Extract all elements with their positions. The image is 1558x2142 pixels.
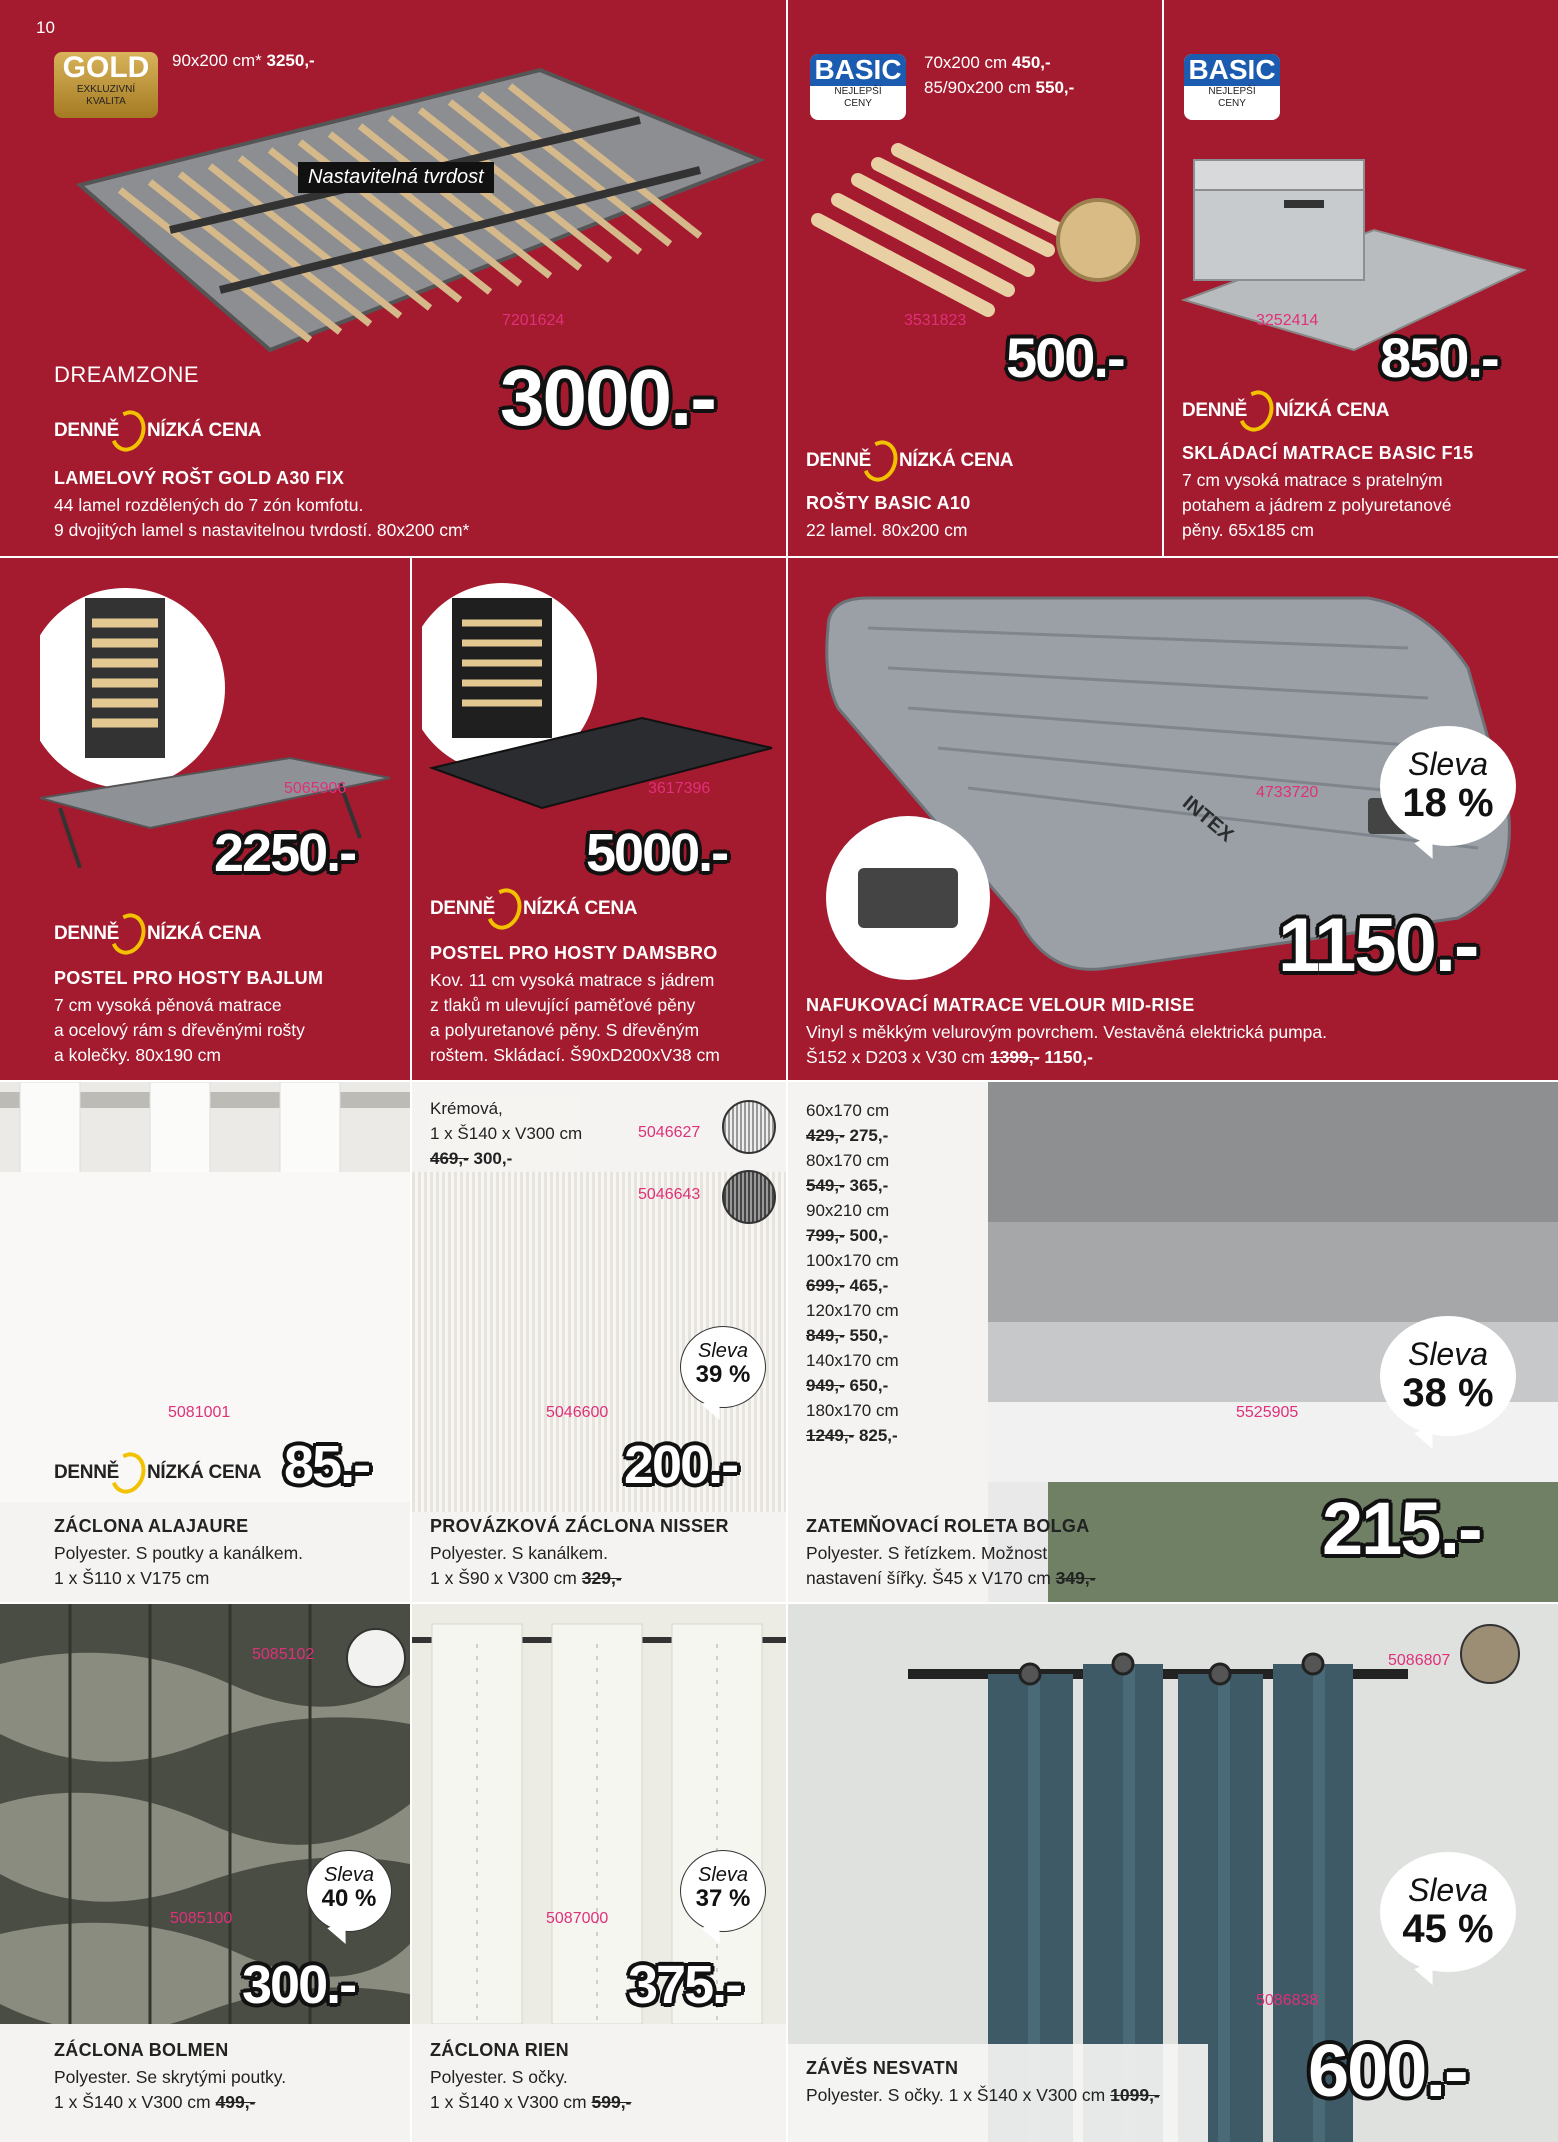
price: 5000.- bbox=[586, 823, 728, 883]
swatch-article-number: 5086807 bbox=[1388, 1652, 1451, 1669]
swatch-article-number: 5046627 bbox=[638, 1124, 701, 1141]
article-number: 3531823 bbox=[904, 312, 967, 329]
product-title: ROŠTY BASIC A10 bbox=[806, 493, 971, 513]
slatted-frame-image bbox=[70, 50, 770, 370]
product-title: POSTEL PRO HOSTY DAMSBRO bbox=[430, 943, 718, 963]
article-number: 7201624 bbox=[502, 312, 565, 329]
article-number: 3252414 bbox=[1256, 312, 1319, 329]
product-description: Polyester. S očky. 1 x Š140 x V300 cm 599,- bbox=[430, 2067, 632, 2112]
product-card-zaclona-rien[interactable] bbox=[412, 1604, 786, 2142]
ring-icon bbox=[105, 1447, 151, 1498]
article-number: 5525905 bbox=[1236, 1404, 1299, 1421]
product-card-rosty-basic[interactable] bbox=[788, 0, 1162, 556]
product-title: NAFUKOVACÍ MATRACE VELOUR MID-RISE bbox=[806, 995, 1195, 1015]
product-title: ZÁCLONA RIEN bbox=[430, 2040, 569, 2060]
basic-price-badge: BASIC NEJLEPŠÍ CENY bbox=[1184, 54, 1280, 120]
discount-badge: Sleva 37 % bbox=[680, 1850, 766, 1932]
article-number: 5081001 bbox=[168, 1404, 231, 1421]
article-number: 5086838 bbox=[1256, 1992, 1319, 2009]
product-card-skladaci-matrace[interactable] bbox=[1164, 0, 1558, 556]
product-title: ZÁVĚS NESVATN bbox=[806, 2058, 959, 2078]
product-description: 7 cm vysoká matrace s pratelným potahem a jádrem z polyuretanové pěny. 65x185 cm bbox=[1182, 470, 1452, 540]
product-card-zatemnovaci-roleta[interactable] bbox=[788, 1082, 1558, 1602]
low-price-label: DENNĚ NÍZKÁ CENA bbox=[54, 1452, 261, 1494]
ring-icon bbox=[105, 908, 151, 959]
price: 3000.- bbox=[500, 353, 715, 442]
article-number: 3617396 bbox=[648, 780, 711, 797]
discount-badge: Sleva 38 % bbox=[1380, 1316, 1516, 1436]
product-card-postel-bajlum[interactable] bbox=[0, 558, 410, 1080]
product-card-nafukovaci-matrace[interactable] bbox=[788, 558, 1558, 1080]
product-description: Polyester. S očky. 1 x Š140 x V300 cm 1099,- bbox=[806, 2085, 1160, 2105]
product-title: ZÁCLONA BOLMEN bbox=[54, 2040, 229, 2060]
color-swatch-white[interactable] bbox=[346, 1628, 406, 1688]
price: 500.- bbox=[1006, 326, 1124, 389]
adjustable-firmness-tag: Nastavitelná tvrdost bbox=[298, 162, 494, 193]
low-price-label: DENNĚ NÍZKÁ CENA bbox=[806, 440, 1013, 482]
low-price-label: DENNĚ NÍZKÁ CENA bbox=[54, 913, 261, 955]
discount-badge: Sleva 39 % bbox=[680, 1326, 766, 1408]
intex-logo: INTEX bbox=[1178, 791, 1238, 847]
dreamzone-logo: DREAMZONE bbox=[54, 362, 200, 387]
swatch-article-number: 5085102 bbox=[252, 1646, 315, 1663]
price: 1150.- bbox=[1278, 903, 1478, 988]
color-swatch-cream[interactable] bbox=[722, 1100, 776, 1154]
product-title: ZATEMŇOVACÍ ROLETA BOLGA bbox=[806, 1516, 1090, 1536]
low-price-label: DENNĚ NÍZKÁ CENA bbox=[1182, 390, 1389, 432]
page-number: 10 bbox=[36, 18, 55, 37]
product-card-postel-damsbro[interactable] bbox=[412, 558, 786, 1080]
product-description: Kov. 11 cm vysoká matrace s jádrem z tlaků m ulevující paměťové pěny a polyuretanové pěny. S dřevěným roštem. Skládací. Š90xD200xV38 cm bbox=[430, 970, 720, 1065]
price: 600.- bbox=[1308, 2029, 1467, 2112]
guest-bed-image bbox=[422, 578, 782, 848]
product-card-lamelovy-rost-gold[interactable] bbox=[0, 0, 786, 556]
product-description: Polyester. S kanálkem. 1 x Š90 x V300 cm 329,- bbox=[430, 1543, 622, 1588]
product-description: 44 lamel rozdělených do 7 zón komfotu. 9 dvojitých lamel s nastavitelnou tvrdostí. 80x200 cm* bbox=[54, 495, 470, 540]
price: 375.- bbox=[628, 1955, 742, 2015]
product-description: Vinyl s měkkým velurovým povrchem. Vestavěná elektrická pumpa. Š152 x D203 x V30 cm 1399,- 1150,- bbox=[806, 1022, 1327, 1067]
price: 215.- bbox=[1322, 1487, 1481, 1570]
product-title: SKLÁDACÍ MATRACE BASIC F15 bbox=[1182, 443, 1474, 463]
ring-icon bbox=[481, 883, 527, 934]
ring-icon bbox=[857, 435, 903, 486]
color-swatch-beige[interactable] bbox=[1460, 1624, 1520, 1684]
basic-price-badge: BASIC NEJLEPŠÍ CENY bbox=[810, 54, 906, 120]
size-options: 70x200 cm 450,- 85/90x200 cm 550,- bbox=[924, 53, 1075, 97]
color-option: Krémová, 1 x Š140 x V300 cm 469,- 300,- bbox=[430, 1096, 582, 1171]
product-card-provazkova-zaclona[interactable] bbox=[412, 1082, 786, 1602]
ring-icon bbox=[105, 405, 151, 456]
product-title: LAMELOVÝ ROŠT GOLD A30 FIX bbox=[54, 468, 345, 488]
product-description: 22 lamel. 80x200 cm bbox=[806, 520, 968, 540]
product-card-zaves-nesvatn[interactable] bbox=[788, 1604, 1558, 2142]
product-card-zaclona-bolmen[interactable] bbox=[0, 1604, 410, 2142]
low-price-label: DENNĚ NÍZKÁ CENA bbox=[430, 888, 637, 930]
product-title: ZÁCLONA ALAJAURE bbox=[54, 1516, 249, 1536]
rolled-slats-image bbox=[798, 130, 1158, 340]
product-description: Polyester. S poutky a kanálkem. 1 x Š110 x V175 cm bbox=[54, 1543, 304, 1588]
price: 850.- bbox=[1380, 326, 1498, 389]
product-description: Polyester. Se skrytými poutky. 1 x Š140 x V300 cm 499,- bbox=[54, 2067, 287, 2112]
swatch-article-number: 5046643 bbox=[638, 1186, 701, 1203]
product-description: Polyester. S řetízkem. Možnost nastavení šířky. Š45 x V170 cm 349,- bbox=[806, 1543, 1096, 1588]
article-number: 5046600 bbox=[546, 1404, 609, 1421]
color-swatch-gray[interactable] bbox=[722, 1170, 776, 1224]
price: 2250.- bbox=[214, 823, 356, 883]
ring-icon bbox=[1233, 385, 1279, 436]
discount-badge: Sleva 45 % bbox=[1380, 1852, 1516, 1972]
article-number: 5085100 bbox=[170, 1910, 233, 1927]
price: 200.- bbox=[624, 1435, 738, 1495]
discount-badge: Sleva 40 % bbox=[306, 1850, 392, 1932]
gold-quality-badge: GOLD EXKLUZIVNÍ KVALITA bbox=[54, 52, 158, 118]
price: 300.- bbox=[242, 1955, 356, 2015]
product-title: POSTEL PRO HOSTY BAJLUM bbox=[54, 968, 324, 988]
article-number: 4733720 bbox=[1256, 784, 1319, 801]
size-price-list: 60x170 cm 429,- 275,- 80x170 cm 549,- 365,- 90x210 cm 799,- 500,- 100x170 cm 699,- 465,- 120x170 cm 849,- 550,- 140x170 cm 949,- 650,- 180x170 cm 1249,- 825,- bbox=[806, 1098, 899, 1448]
product-description: 7 cm vysoká pěnová matrace a ocelový rám s dřevěnými rošty a kolečky. 80x190 cm bbox=[54, 995, 305, 1065]
product-title: PROVÁZKOVÁ ZÁCLONA NISSER bbox=[430, 1516, 729, 1536]
low-price-label: DENNĚ NÍZKÁ CENA bbox=[54, 410, 261, 452]
discount-badge: Sleva 18 % bbox=[1380, 726, 1516, 846]
article-number: 5065906 bbox=[284, 780, 347, 797]
price: 85.- bbox=[284, 1435, 370, 1495]
size-option: 90x200 cm* 3250,- bbox=[172, 51, 315, 70]
article-number: 5087000 bbox=[546, 1910, 609, 1927]
product-card-zaclona-alajaure[interactable] bbox=[0, 1082, 410, 1602]
